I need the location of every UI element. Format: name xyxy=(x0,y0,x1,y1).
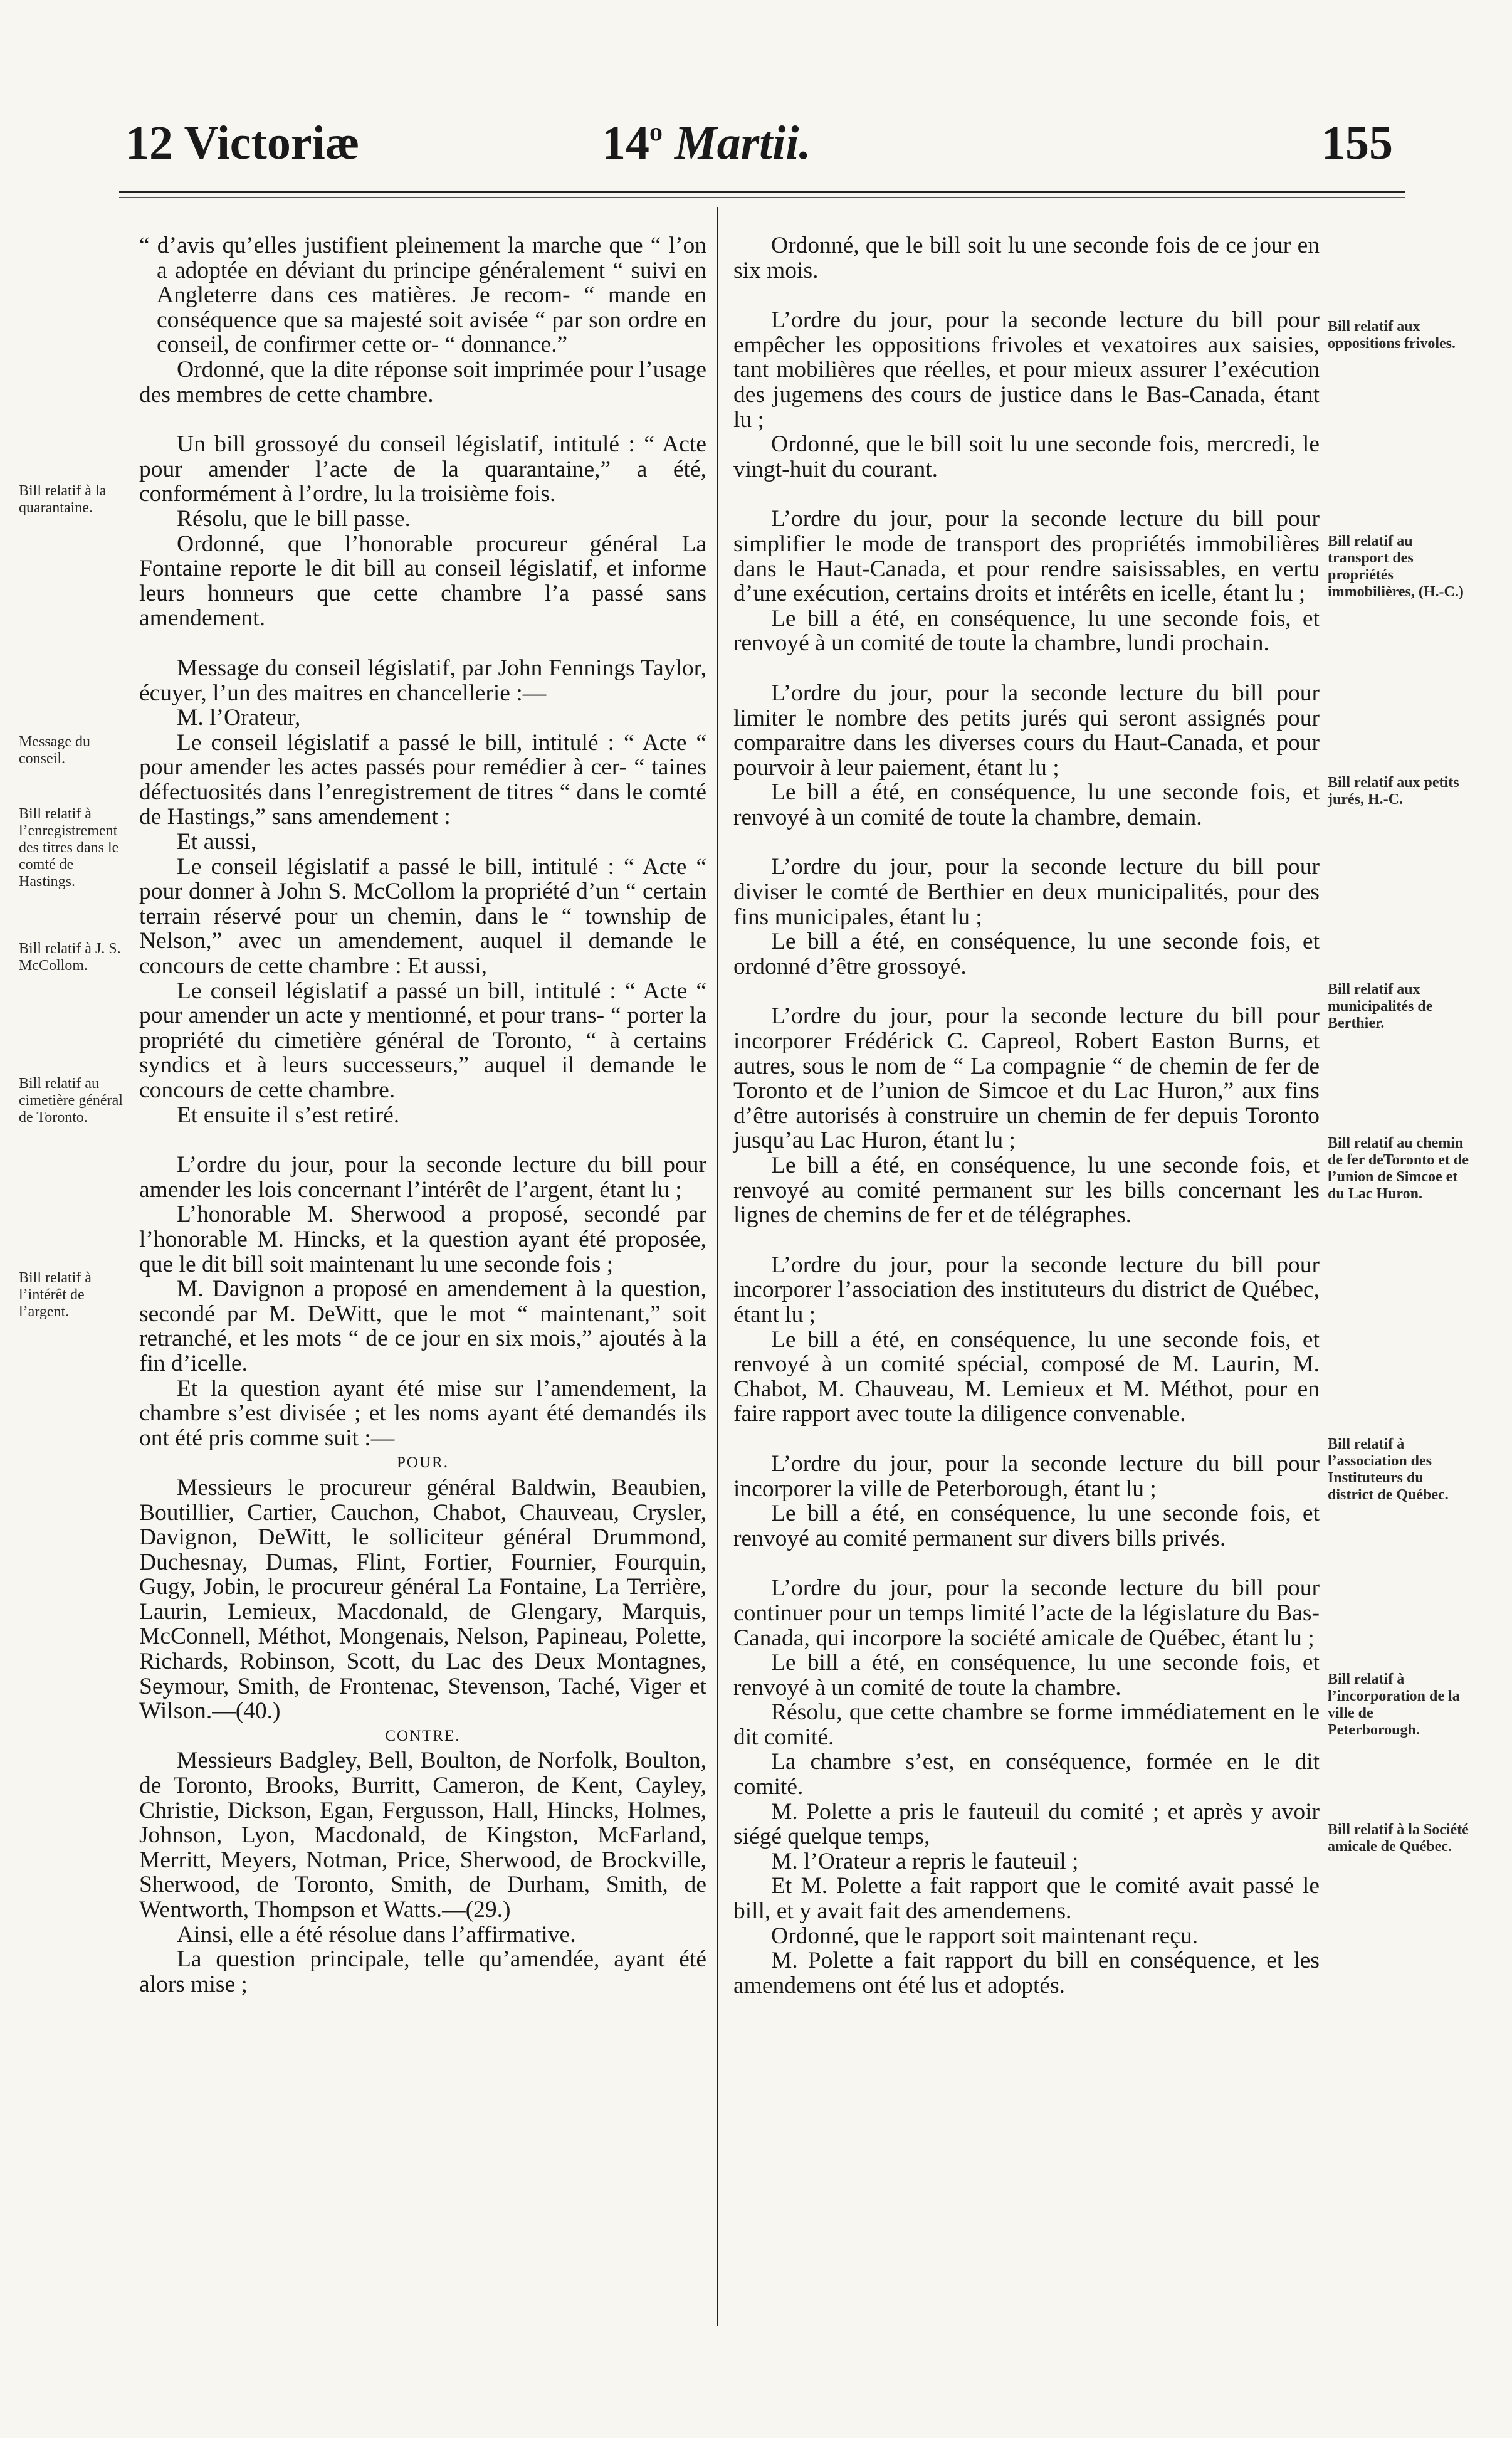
paragraph: Et ensuite il s’est retiré. xyxy=(177,1102,400,1128)
paragraph: “ d’avis qu’elles justifient pleinement la marche que “ l’on a adoptée en déviant du principe généralement “ suivi en Angleterre dans ces matières. Je recom- “ mande en conséquence que sa majesté soit avisée “ par son ordre en conseil, de confirmer cette or- “ donnance.” xyxy=(139,233,706,358)
paragraph: L’honorable M. Sherwood a proposé, secondé par l’honorable M. Hincks, et la question ayant été proposée, que le dit bill soit maintenant lu une seconde fois ; xyxy=(139,1201,706,1277)
paragraph: L’ordre du jour, pour la seconde lecture du bill pour empêcher les oppositions frivoles et vexatoires aux saisies, tant mobilières que réelles, et pour mieux assurer l’exécution des jugemens des cours de justice dans le Bas-Canada, étant lu ; xyxy=(733,307,1320,433)
paragraph: Le bill a été, en conséquence, lu une seconde fois, et renvoyé au comité permanent sur divers bills privés. xyxy=(733,1501,1320,1551)
paragraph: La chambre s’est, en conséquence, formée en le dit comité. xyxy=(733,1749,1320,1800)
margin-note: Bill relatif aux petits jurés, H.-C. xyxy=(1328,774,1459,808)
paragraph: Ordonné, que la dite réponse soit imprimée pour l’usage des membres de cette chambre. xyxy=(139,356,706,408)
paragraph: Ordonné, que le bill soit lu une seconde fois, mercredi, le vingt-huit du courant. xyxy=(733,431,1320,482)
margin-note: Bill relatif à l’enregistrement des titres dans le comté de Hastings. xyxy=(19,806,119,890)
paragraph: Et M. Polette a fait rapport que le comité avait passé le bill, et y avait fait des amendemens. xyxy=(733,1873,1320,1924)
margin-note: Bill relatif au cimetière général de Toronto. xyxy=(19,1075,123,1126)
paragraph: L’ordre du jour, pour la seconde lecture du bill pour continuer pour un temps limité l’acte de la législature du Bas-Canada, qui incorpore la société amicale de Québec, étant lu ; xyxy=(733,1575,1320,1651)
header-date-sup: o xyxy=(649,118,663,147)
column-divider xyxy=(717,207,718,2326)
paragraph: L’ordre du jour, pour la seconde lecture du bill pour diviser le comté de Berthier en deux municipalités, pour des fins municipales, étant lu ; xyxy=(733,854,1320,930)
paragraph: Ordonné, que le rapport soit maintenant reçu. xyxy=(771,1923,1199,1949)
paragraph: Le conseil législatif a passé un bill, intitulé : “ Acte “ pour amender un acte y mentionné, et pour trans- “ porter la propriété du cimetière général de Toronto, “ à certains syndics et à leurs successeurs,” auquel il demande le concours de cette chambre. xyxy=(139,978,706,1103)
paragraph: L’ordre du jour, pour la seconde lecture du bill pour amender les lois concernant l’intérêt de l’argent, étant lu ; xyxy=(139,1152,706,1203)
margin-note: Bill relatif à la Société amicale de Québec. xyxy=(1328,1822,1469,1855)
margin-note: Bill relatif aux oppositions frivoles. xyxy=(1328,319,1456,352)
paragraph: Le bill a été, en conséquence, lu une seconde fois, et renvoyé à un comité de toute la chambre. xyxy=(733,1650,1320,1701)
margin-note: Message du conseil. xyxy=(19,734,90,767)
margin-note: Bill relatif à la quarantaine. xyxy=(19,483,107,516)
paragraph: Ordonné, que l’honorable procureur général La Fontaine reporte le dit bill au conseil législatif, et informe leurs honneurs que cette chambre l’a passé sans amendement. xyxy=(139,530,706,631)
paragraph: L’ordre du jour, pour la seconde lecture du bill pour simplifier le mode de transport des propriétés immobilières dans le Haut-Canada, et pour rendre saisissables, en vertu d’une exécution, certains droits et intérêts en icelle, étant lu ; xyxy=(733,506,1320,607)
paragraph: Et la question ayant été mise sur l’amendement, la chambre s’est divisée ; et les noms ayant été demandés ils ont été pris comme suit :— xyxy=(139,1375,706,1451)
left-column xyxy=(139,233,706,1997)
vote-list-pour: Messieurs le procureur général Baldwin, Beaubien, Boutillier, Cartier, Cauchon, Chabot, Chauveau, Crysler, Davignon, DeWitt, le solliciteur général Drummond, Duchesnay, Dumas, Flint, Fortier, Fournier, Fourquin, Gugy, Jobin, le procureur général La Fontaine, La Terrière, Laurin, Lemieux, Macdonald, de Glengary, Marquis, McConnell, Méthot, Mongenais, Nelson, Papineau, Polette, Richards, Robinson, Scott, du Lac des Deux Montagnes, Seymour, Smith, de Frontenac, Stevenson, Taché, Viger et Wilson.—(40.) xyxy=(139,1474,706,1724)
paragraph: Le bill a été, en conséquence, lu une seconde fois, et renvoyé à un comité de toute la chambre, lundi prochain. xyxy=(733,605,1320,657)
paragraph: M. Polette a pris le fauteuil du comité ; et après y avoir siégé quelque temps, xyxy=(733,1798,1320,1850)
header-session: 12 Victoriæ xyxy=(125,117,360,169)
paragraph: Résolu, que cette chambre se forme immédiatement en le dit comité. xyxy=(733,1699,1320,1750)
margin-note: Bill relatif au chemin de fer deToronto et de l’union de Simcoe et du Lac Huron. xyxy=(1328,1135,1469,1202)
vote-heading-contre: CONTRE. xyxy=(385,1727,461,1744)
margin-note: Bill relatif à J. S. McCollom. xyxy=(19,941,121,974)
header-date-day: 14 xyxy=(602,117,649,169)
header-rule xyxy=(119,191,1405,193)
paragraph: Le bill a été, en conséquence, lu une seconde fois, et renvoyé à un comité de toute la chambre, demain. xyxy=(733,779,1320,830)
paragraph: M. Davignon a proposé en amendement à la question, secondé par M. DeWitt, que le mot “ maintenant,” soit retranché, et les mots “ de ce jour en six mois,” ajoutés à la fin d’icelle. xyxy=(139,1276,706,1376)
header-rule-thin xyxy=(119,197,1405,198)
header-date-month: Martii. xyxy=(675,117,811,169)
paragraph: Résolu, que le bill passe. xyxy=(177,505,411,532)
paragraph: La question principale, telle qu’amendée, ayant été alors mise ; xyxy=(139,1946,706,1997)
paragraph: Le bill a été, en conséquence, lu une seconde fois, et renvoyé au comité permanent sur les bills concernant les lignes de chemins de fer et de télégraphes. xyxy=(733,1153,1320,1228)
margin-note: Bill relatif à l’association des Instituteurs du district de Québec. xyxy=(1328,1436,1449,1503)
paragraph: Et aussi, xyxy=(177,829,257,855)
paragraph: Ainsi, elle a été résolue dans l’affirmative. xyxy=(177,1921,576,1948)
paragraph: M. l’Orateur, xyxy=(177,705,301,731)
right-column xyxy=(733,233,1320,1998)
paragraph: Le bill a été, en conséquence, lu une seconde fois, et renvoyé à un comité spécial, composé de M. Laurin, M. Chabot, M. Chauveau, M. Lemieux et M. Méthot, pour en faire rapport avec toute la diligence convenable. xyxy=(733,1326,1320,1427)
paragraph: Le conseil législatif a passé le bill, intitulé : “ Acte “ pour donner à John S. McCollom la propriété d’un “ certain terrain réservé pour un chemin, dans le “ township de Nelson,” avec un amendement, auquel il demande le concours de cette chambre : Et aussi, xyxy=(139,853,706,979)
paragraph: Le bill a été, en conséquence, lu une seconde fois, et ordonné d’être grossoyé. xyxy=(733,929,1320,979)
paragraph: Ordonné, que le bill soit lu une seconde fois de ce jour en six mois. xyxy=(733,233,1320,283)
margin-note: Bill relatif au transport des propriétés immobilières, (H.-C.) xyxy=(1328,533,1464,600)
header-date xyxy=(602,119,811,167)
margin-note: Bill relatif à l’intérêt de l’argent. xyxy=(19,1270,92,1320)
paragraph: L’ordre du jour, pour la seconde lecture du bill pour incorporer Frédérick C. Capreol, Robert Easton Burns, et autres, sous le nom de “ La compagnie “ de chemin de fer de Toronto et de l’union de Simcoe et du Lac Huron,” aux fins d’être autorisés à construire un chemin de fer depuis Toronto jusqu’au Lac Huron, étant lu ; xyxy=(733,1003,1320,1154)
margin-note: Bill relatif aux municipalités de Berthier. xyxy=(1328,981,1433,1032)
margin-note: Bill relatif à l’incorporation de la ville de Peterborough. xyxy=(1328,1671,1460,1738)
paragraph: Un bill grossoyé du conseil législatif, intitulé : “ Acte pour amender l’acte de la quarantaine,” a été, conformément à l’ordre, lu la troisième fois. xyxy=(139,431,706,507)
paragraph: L’ordre du jour, pour la seconde lecture du bill pour incorporer l’association des instituteurs du district de Québec, étant lu ; xyxy=(733,1252,1320,1327)
paragraph: M. Polette a fait rapport du bill en conséquence, et les amendemens ont été lus et adoptés. xyxy=(733,1948,1320,1998)
vote-heading-pour: POUR. xyxy=(397,1454,449,1472)
vote-list-contre: Messieurs Badgley, Bell, Boulton, de Norfolk, Boulton, de Toronto, Brooks, Burritt, Cameron, de Kent, Cayley, Christie, Dickson, Egan, Fergusson, Hall, Hincks, Holmes, Johnson, Lyon, Macdonald, de Kingston, McFarland, Merritt, Meyers, Notman, Price, Sherwood, de Brockville, Sherwood, de Toronto, Smith, de Durham, Smith, de Wentworth, Thompson et Watts.—(29.) xyxy=(139,1748,706,1923)
paragraph: M. l’Orateur a repris le fauteuil ; xyxy=(771,1848,1079,1874)
paragraph: Le conseil législatif a passé le bill, intitulé : “ Acte “ pour amender les actes passés pour remédier à cer- “ taines défectuosités dans l’enregistrement de titres “ dans le comté de Hastings,” sans amendement : xyxy=(139,729,706,830)
paragraph: L’ordre du jour, pour la seconde lecture du bill pour incorporer la ville de Peterborough, étant lu ; xyxy=(733,1450,1320,1502)
page-number: 155 xyxy=(1321,117,1393,169)
paragraph: L’ordre du jour, pour la seconde lecture du bill pour limiter le nombre des petits jurés qui seront assignés pour comparaitre dans les diverses cours du Haut-Canada, et pour pourvoir à leur paiement, étant lu ; xyxy=(733,680,1320,781)
paragraph: Message du conseil législatif, par John Fennings Taylor, écuyer, l’un des maitres en chancellerie :— xyxy=(139,655,706,706)
